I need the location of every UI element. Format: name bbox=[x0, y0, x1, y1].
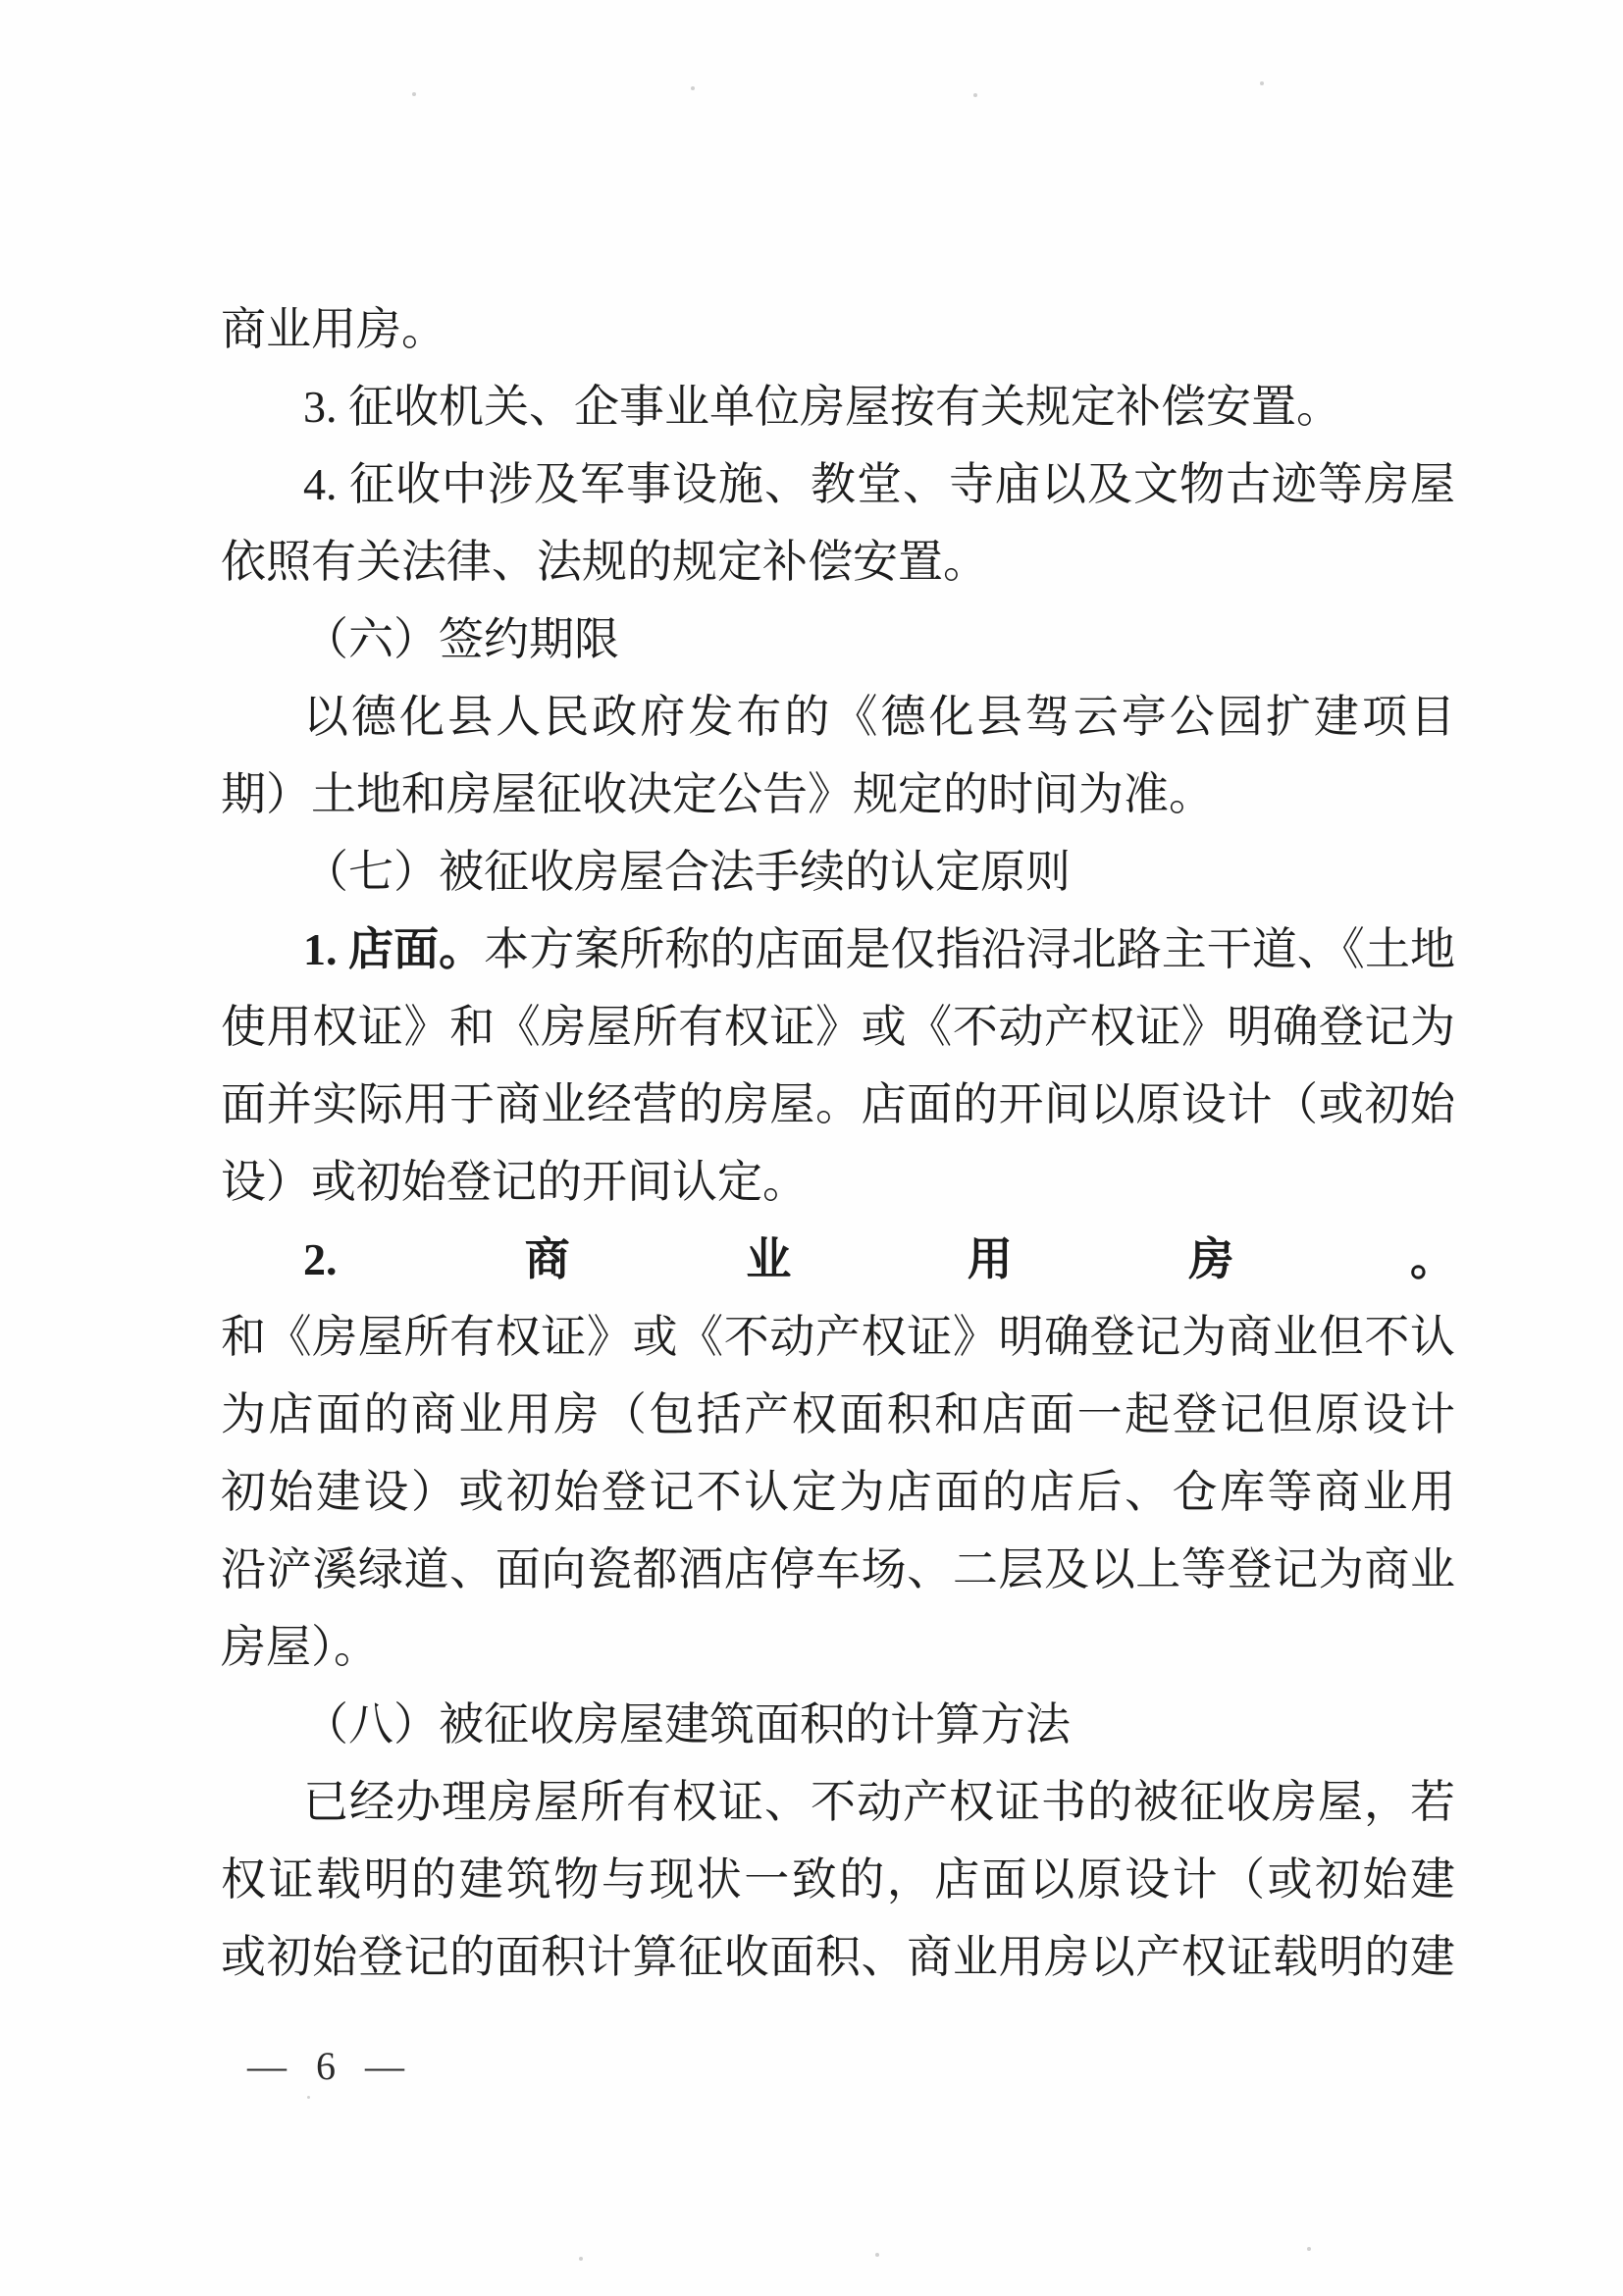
scan-speck bbox=[412, 92, 416, 96]
text-run: 为店面的商业用房（包括产权面积和店面一起登记但原设计 bbox=[221, 1389, 1455, 1439]
bold-run-in-heading: 2. 商业用房。 bbox=[303, 1234, 1455, 1284]
text-run: 房屋）。 bbox=[221, 1622, 379, 1672]
scan-speck bbox=[579, 2257, 583, 2261]
text-line bbox=[221, 1066, 1455, 1143]
text-line bbox=[221, 1686, 1455, 1763]
text-line bbox=[221, 678, 1455, 756]
text-run: 期）土地和房屋征收决定公告》规定的时间为准。 bbox=[221, 769, 1214, 819]
text-line bbox=[221, 445, 1455, 523]
text-run: 权证载明的建筑物与现状一致的，店面以原设计（或初始建 bbox=[221, 1854, 1455, 1905]
text-run: 沿浐溪绿道、面向瓷都酒店停车场、二层及以上等登记为商业 bbox=[221, 1544, 1455, 1594]
text-line bbox=[221, 1143, 1455, 1221]
text-run: 面并实际用于商业经营的房屋。店面的开间以原设计（或初始 bbox=[221, 1079, 1455, 1129]
text-run: 和《房屋所有权证》或《不动产权证》明确登记为商业但不认 bbox=[221, 1312, 1455, 1362]
text-line bbox=[221, 1376, 1455, 1453]
text-run: 已经办理房屋所有权证、不动产权证书的被征收房屋，若 bbox=[303, 1777, 1455, 1827]
text-line bbox=[221, 1298, 1455, 1376]
page-number: — 6 — bbox=[247, 2044, 414, 2088]
text-run: 商业用房。 bbox=[221, 304, 446, 354]
text-line bbox=[221, 756, 1455, 833]
text-run: （七）被征收房屋合法手续的认定原则 bbox=[303, 847, 1071, 897]
text-line bbox=[221, 523, 1455, 600]
text-line bbox=[221, 1918, 1455, 1996]
scan-speck bbox=[307, 2096, 310, 2099]
text-run: 设）或初始登记的开间认定。 bbox=[221, 1157, 808, 1207]
text-run: 本方案所称的店面是仅指沿浔北路主干道、《土地 bbox=[484, 924, 1455, 974]
text-line bbox=[221, 1608, 1455, 1686]
document-body bbox=[221, 290, 1455, 1996]
text-line bbox=[221, 1453, 1455, 1531]
text-run: 3. 征收机关、企事业单位房屋按有关规定补偿安置。 bbox=[303, 382, 1341, 432]
text-line bbox=[221, 290, 1455, 368]
text-run: （八）被征收房屋建筑面积的计算方法 bbox=[303, 1699, 1071, 1749]
text-line bbox=[221, 368, 1455, 445]
text-run: 4. 征收中涉及军事设施、教堂、寺庙以及文物古迹等房屋 bbox=[303, 459, 1455, 509]
text-line bbox=[221, 1763, 1455, 1841]
text-run: 以德化县人民政府发布的《德化县驾云亭公园扩建项目 bbox=[303, 692, 1455, 742]
text-line bbox=[221, 600, 1455, 678]
text-line bbox=[221, 833, 1455, 911]
scan-speck bbox=[1307, 2247, 1311, 2251]
text-run: 或初始登记的面积计算征收面积、商业用房以产权证载明的建 bbox=[221, 1932, 1455, 1982]
scan-speck bbox=[691, 86, 695, 90]
bold-run-in-heading: 1. 店面。 bbox=[303, 924, 485, 974]
text-line bbox=[221, 988, 1455, 1066]
text-line bbox=[221, 1531, 1455, 1608]
text-line bbox=[221, 1841, 1455, 1918]
text-line bbox=[221, 911, 1455, 988]
scan-speck bbox=[875, 2253, 879, 2257]
text-run: （六）签约期限 bbox=[303, 614, 619, 664]
text-run: 初始建设）或初始登记不认定为店面的店后、仓库等商业用 bbox=[221, 1467, 1455, 1517]
scan-speck bbox=[973, 93, 977, 97]
text-line bbox=[221, 1221, 1455, 1298]
scan-speck bbox=[1260, 81, 1264, 85]
text-run: 依照有关法律、法规的规定补偿安置。 bbox=[221, 537, 988, 587]
text-run: 使用权证》和《房屋所有权证》或《不动产权证》明确登记为 bbox=[221, 1002, 1455, 1052]
